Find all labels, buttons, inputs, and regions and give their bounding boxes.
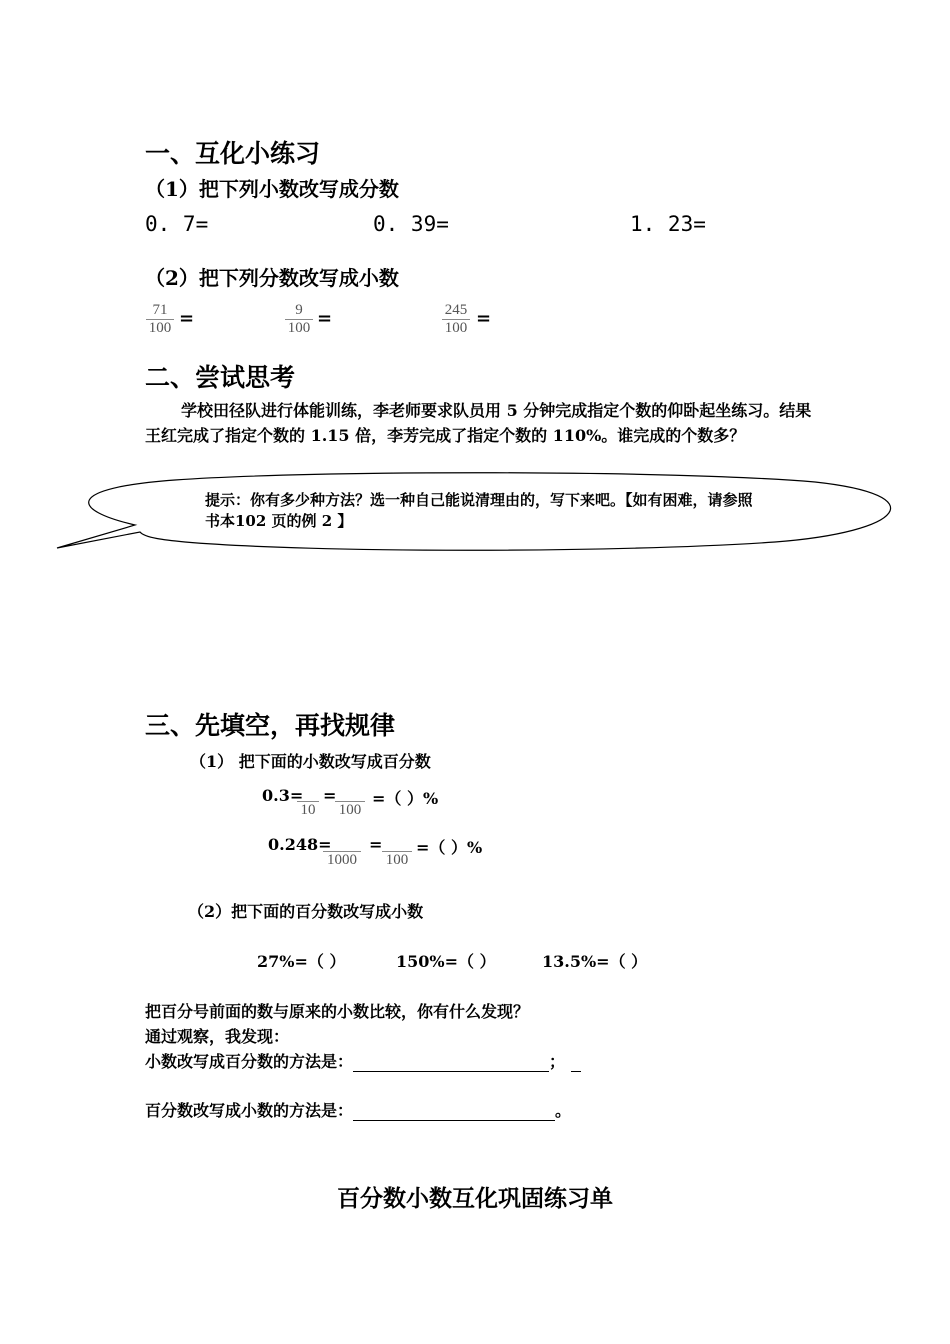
section3-title: 三、先填空，再找规律 (145, 711, 396, 740)
blank-fraction-over-100 (335, 784, 365, 819)
blank-fraction-over-10 (297, 784, 319, 819)
percent-answer-blank[interactable]: =（ ）% (416, 838, 483, 857)
conversion-lead: 0.248= (268, 835, 332, 854)
section1-part2-title: （2）把下列分数改写成小数 (145, 266, 399, 290)
fraction-numerator: 245 (444, 302, 468, 318)
blank-fraction-over-100 (382, 834, 412, 869)
fraction-numerator: 9 (295, 302, 303, 318)
fraction-9-100 (285, 302, 313, 337)
equals-sign: = (323, 786, 337, 805)
percent-item-3[interactable]: 13.5%=（ ） (542, 952, 648, 971)
fraction-denominator: 100 (148, 320, 172, 336)
equals-sign: = (476, 308, 492, 329)
method2-answer-blank[interactable] (353, 1101, 555, 1121)
conversion-lead: 0.3= (262, 786, 304, 805)
fraction-denominator: 100 (338, 802, 362, 818)
equals-sign: = (179, 308, 195, 329)
short-blank[interactable] (571, 1052, 581, 1072)
fraction-denominator: 100 (385, 852, 409, 868)
decimal-item-2: 0. 39= (373, 212, 449, 236)
section1-title: 一、互化小练习 (145, 139, 321, 168)
fraction-denominator: 100 (287, 320, 311, 336)
section2-title: 二、尝试思考 (145, 363, 296, 392)
method2-label: 百分数改写成小数的方法是： (145, 1101, 354, 1120)
fraction-245-100 (442, 302, 470, 337)
observe-label: 通过观察，我发现： (145, 1027, 290, 1046)
equals-sign: = (317, 308, 333, 329)
section3-part2-title: （2）把下面的百分数改写成小数 (188, 902, 424, 921)
section3-part1-title: （1） 把下面的小数改写成百分数 (190, 752, 431, 771)
method1-line (145, 1049, 581, 1072)
equals-sign: = (369, 835, 383, 854)
method2-end: 。 (555, 1101, 572, 1120)
compare-question: 把百分号前面的数与原来的小数比较，你有什么发现？ (145, 1002, 530, 1021)
method2-line (145, 1098, 571, 1121)
footer-title: 百分数小数互化巩固练习单 (337, 1185, 613, 1212)
fraction-numerator: 71 (152, 302, 168, 318)
decimal-item-3: 1. 23= (630, 212, 706, 236)
percent-item-2[interactable]: 150%=（ ） (396, 952, 496, 971)
method1-end: ； (549, 1052, 566, 1071)
percent-answer-blank[interactable]: =（ ）% (372, 789, 439, 808)
fraction-71-100 (146, 302, 174, 337)
method1-answer-blank[interactable] (353, 1052, 549, 1072)
fraction-denominator: 1000 (327, 852, 357, 868)
percent-item-1[interactable]: 27%=（ ） (257, 952, 346, 971)
section1-part1-title: （1）把下列小数改写成分数 (145, 177, 399, 201)
decimal-item-1: 0. 7= (145, 212, 209, 236)
blank-fraction-over-1000 (323, 834, 361, 869)
problem-paragraph: 学校田径队进行体能训练，李老师要求队员用 5 分钟完成指定个数的仰卧起坐练习。结果王红完成了指定个数的 1.15 倍，李芳完成了指定个数的 110%。谁完成的个数多？ (145, 401, 812, 445)
fraction-denominator: 10 (300, 802, 316, 818)
hint-text: 提示：你有多少种方法？选一种自己能说清理由的，写下来吧。【如有困难，请参照书本102 页的例 2 】 (205, 491, 753, 530)
fraction-denominator: 100 (444, 320, 468, 336)
method1-label: 小数改写成百分数的方法是： (145, 1052, 354, 1071)
